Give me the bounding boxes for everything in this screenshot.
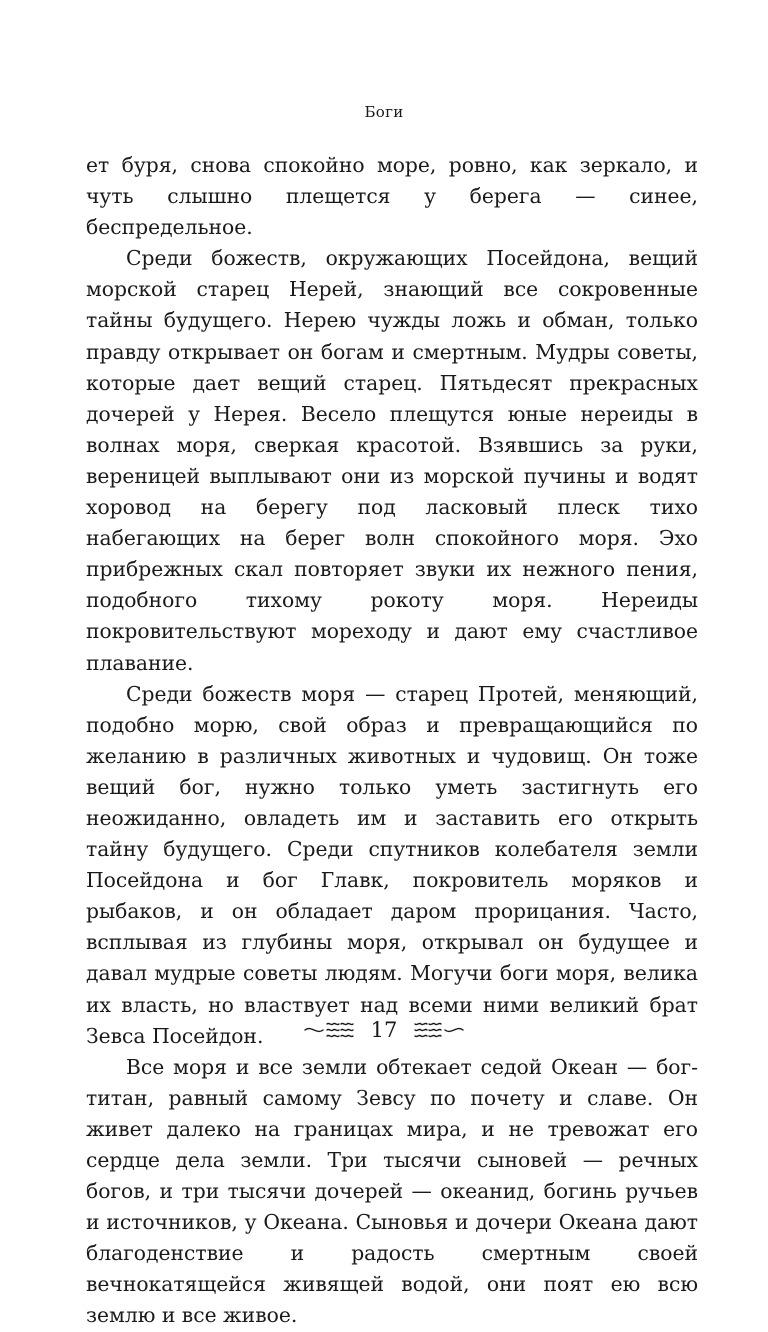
page-footer xyxy=(0,1018,768,1042)
running-head: Боги xyxy=(364,103,404,121)
paragraph: ет буря, снова спокойно море, ровно, как зеркало, и чуть слышно плещется у берега — синее, беспредельное. xyxy=(86,153,698,240)
wave-flourish-icon xyxy=(303,1019,361,1041)
paragraph: Среди божеств, окружающих Посейдона, вещий морской старец Нерей, знающий все сокровенные тайны будущего. Нерею чужды ложь и обман, только правду открывает он богам и смертным. Мудры советы, которые дает вещий старец. Пятьдесят прекрасных дочерей у Нерея. Весело плещутся юные нереиды в волнах моря, сверкая красотой. Взявшись за руки, вереницей выплывают они из морской пучины и водят хоровод на берегу под ласковый плеск тихо набегающих на берег волн спокойного моря. Эхо прибрежных скал повторяет звуки их нежного пения, подобного тихому рокоту моря. Нереиды покровительствуют мореходу и дают ему счастливое плавание. xyxy=(86,246,698,675)
paragraph: Среди божеств моря — старец Протей, меняющий, подобно морю, свой образ и превращающийся по желанию в различных животных и чудовищ. Он тоже вещий бог, нужно только уметь застигнуть его неожиданно, овладеть им и заставить его открыть тайну будущего. Среди спутников колебателя земли Посейдона и бог Главк, покровитель моряков и рыбаков, и он обладает даром прорицания. Часто, всплывая из глубины моря, открывал он будущее и давал мудрые советы людям. Могучи боги моря, велика их власть, но властвует над всеми ними великий брат Зевса Посейдон. xyxy=(86,681,698,1048)
paragraph: Все моря и все земли обтекает седой Океан — бог-титан, равный самому Зевсу по почету и славе. Он живет далеко на границах мира, и не тревожат его сердце дела земли. Три тысячи сыновей — речных богов, и три тысячи дочерей — океанид, богинь ручьев и источников, у Океана. Сыновья и дочери Океана дают благоденствие и радость смертным своей вечнокатящейся живящей водой, они поят ею всю землю и все живое. xyxy=(86,1054,698,1328)
page-number: 17 xyxy=(370,1018,398,1042)
body-text xyxy=(86,150,698,1332)
wave-flourish-icon xyxy=(407,1019,465,1041)
